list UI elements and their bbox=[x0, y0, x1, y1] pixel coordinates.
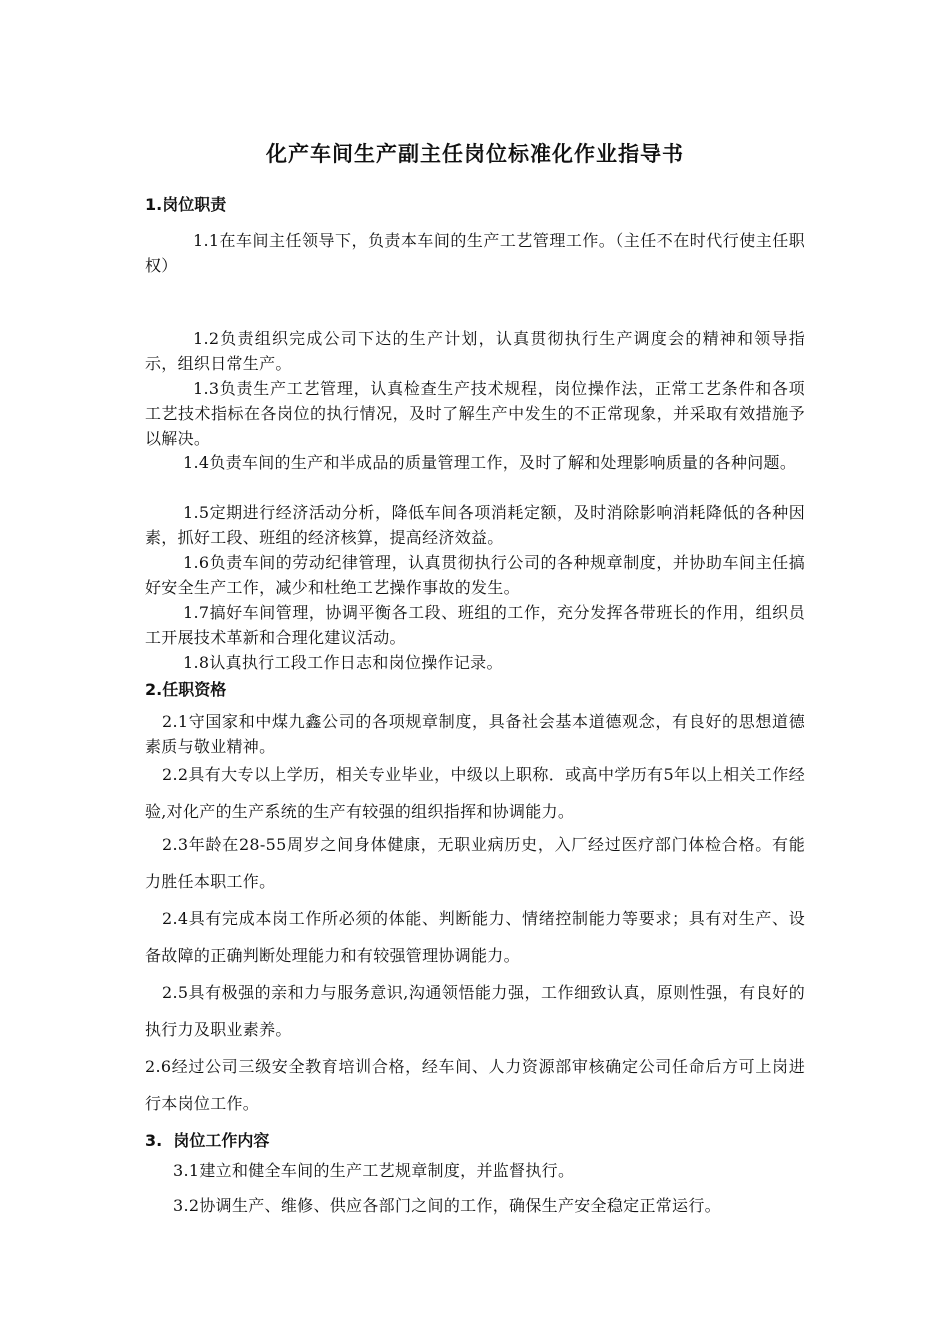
qualification-item-2-1: 2.1守国家和中煤九鑫公司的各项规章制度，具备社会基本道德观念，有良好的思想道德素质与敬业精神。 bbox=[145, 712, 805, 756]
section-heading-duties: 1.岗位职责 bbox=[145, 195, 227, 214]
qualification-item-2-4: 2.4具有完成本岗工作所必须的体能、判断能力、情绪控制能力等要求；具有对生产、设备故障的正确判断处理能力和有较强管理协调能力。 bbox=[145, 909, 805, 965]
duty-item-1-4: 1.4负责车间的生产和半成品的质量管理工作，及时了解和处理影响质量的各种问题。 bbox=[183, 453, 797, 472]
section-heading-qualifications: 2.任职资格 bbox=[145, 680, 227, 699]
duty-item-1-7: 1.7搞好车间管理，协调平衡各工段、班组的工作，充分发挥各带班长的作用，组织员工开展技术革新和合理化建议活动。 bbox=[145, 603, 805, 647]
qualification-item-2-2: 2.2具有大专以上学历，相关专业毕业，中级以上职称．或高中学历有5年以上相关工作经验,对化产的生产系统的生产有较强的组织指挥和协调能力。 bbox=[145, 765, 805, 821]
duty-item-1-3: 1.3负责生产工艺管理，认真检查生产技术规程，岗位操作法，正常工艺条件和各项工艺技术指标在各岗位的执行情况，及时了解生产中发生的不正常现象，并采取有效措施予以解决。 bbox=[145, 379, 805, 448]
duty-item-1-1: 1.1在车间主任领导下，负责本车间的生产工艺管理工作。（主任不在时代行使主任职权） bbox=[145, 231, 805, 275]
duty-item-1-5: 1.5定期进行经济活动分析，降低车间各项消耗定额，及时消除影响消耗降低的各种因素，抓好工段、班组的经济核算，提高经济效益。 bbox=[145, 503, 805, 547]
work-item-3-2: 3.2协调生产、维修、供应各部门之间的工作，确保生产安全稳定正常运行。 bbox=[173, 1196, 721, 1215]
section-heading-work-content: 3. 岗位工作内容 bbox=[145, 1131, 270, 1150]
qualification-item-2-5: 2.5具有极强的亲和力与服务意识,沟通领悟能力强，工作细致认真，原则性强，有良好的执行力及职业素养。 bbox=[145, 983, 805, 1039]
document-title: 化产车间生产副主任岗位标准化作业指导书 bbox=[266, 142, 684, 166]
qualification-item-2-3: 2.3年龄在28-55周岁之间身体健康，无职业病历史，入厂经过医疗部门体检合格。有能力胜任本职工作。 bbox=[145, 835, 805, 891]
duty-item-1-2: 1.2负责组织完成公司下达的生产计划，认真贯彻执行生产调度会的精神和领导指示，组织日常生产。 bbox=[145, 329, 805, 373]
duty-item-1-6: 1.6负责车间的劳动纪律管理，认真贯彻执行公司的各种规章制度，并协助车间主任搞好安全生产工作，减少和杜绝工艺操作事故的发生。 bbox=[145, 553, 805, 597]
qualification-item-2-6: 2.6经过公司三级安全教育培训合格，经车间、人力资源部审核确定公司任命后方可上岗进行本岗位工作。 bbox=[145, 1057, 805, 1113]
duty-item-1-8: 1.8认真执行工段工作日志和岗位操作记录。 bbox=[183, 653, 503, 672]
work-item-3-1: 3.1建立和健全车间的生产工艺规章制度，并监督执行。 bbox=[173, 1161, 575, 1180]
